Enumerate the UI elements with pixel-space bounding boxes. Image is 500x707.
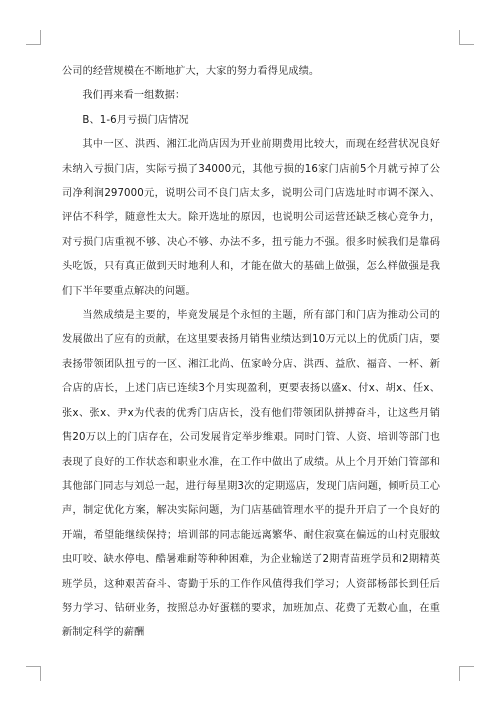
crop-mark-top-left (26, 30, 41, 45)
document-body (62, 60, 440, 646)
section-heading-loss-stores: B、1-6月亏损门店情况 (82, 114, 189, 126)
crop-mark-bottom-left (26, 666, 41, 681)
paragraph-achievements: 当然成绩是主要的，毕竟发展是个永恒的主题，所有部门和门店为推动公司的发展做出了应有的贡献，在这里要表扬月销售业绩达到10万元以上的优质门店，要表扬带领团队扭亏的一区、湘江北尚、伍家岭分店、洪西、益欣、福音、一杯、新合店的店长，上述门店已连续3个月实现盈利，更要表扬以盛x、付x、胡x、任x、张x、张x、尹x为代表的优秀门店店长，没有他们带领团队拼搏奋斗，让这些月销售20万以上的门店存在，公司发展肯定举步维艰。同时门管、人资、培训等部门也表现了良好的工作状态和职业水准，在工作中做出了成绩。从上个月开始门管部和其他部门同志与刘总一起，进行每星期3次的定期巡店，发现门店问题，倾听员工心声，制定优化方案，解决实际问题，为门店基础管理水平的提升开启了一个良好的开端，希望能继续保持；培训部的同志能远离繁华、耐住寂寞在偏远的山村克服蚊虫叮咬、缺水停电、酷暑难耐等种种困难，为企业输送了2期青苗班学员和2期精英班学员，这种艰苦奋斗、寄勤于乐的工作作风值得我们学习；人资部杨部长到任后努力学习、钻研业务，按照总办好蛋糕的要求，加班加点、花费了无数心血，在重新制定科学的薪酬 (62, 310, 440, 639)
crop-mark-top-right (459, 30, 474, 45)
crop-mark-bottom-right (459, 666, 474, 681)
paragraph-data-intro: 我们再来看一组数据： (82, 90, 186, 102)
paragraph-continuation: 公司的经营规模在不断地扩大，大家的努力看得见成绩。 (62, 66, 320, 77)
paragraph-loss-analysis: 其中一区、洪西、湘江北尚店因为开业前期费用比较大，而现在经营状况良好未纳入亏损门店，实际亏损了34000元，其他亏损的16家门店前5个月就亏掉了公司净利润297000元，说明公司不良门店太多，说明公司门店选址时市调不深入、评估不科学，随意性太大。除开选址的原因，也说明公司运营还缺乏核心竞争力，对亏损门店重视不够、决心不够、办法不多，扭亏能力不强。很多时候我们是靠码头吃饭，只有真正做到天时地利人和，才能在做大的基础上做强，怎么样做强是我们下半年要重点解决的问题。 (62, 139, 440, 297)
